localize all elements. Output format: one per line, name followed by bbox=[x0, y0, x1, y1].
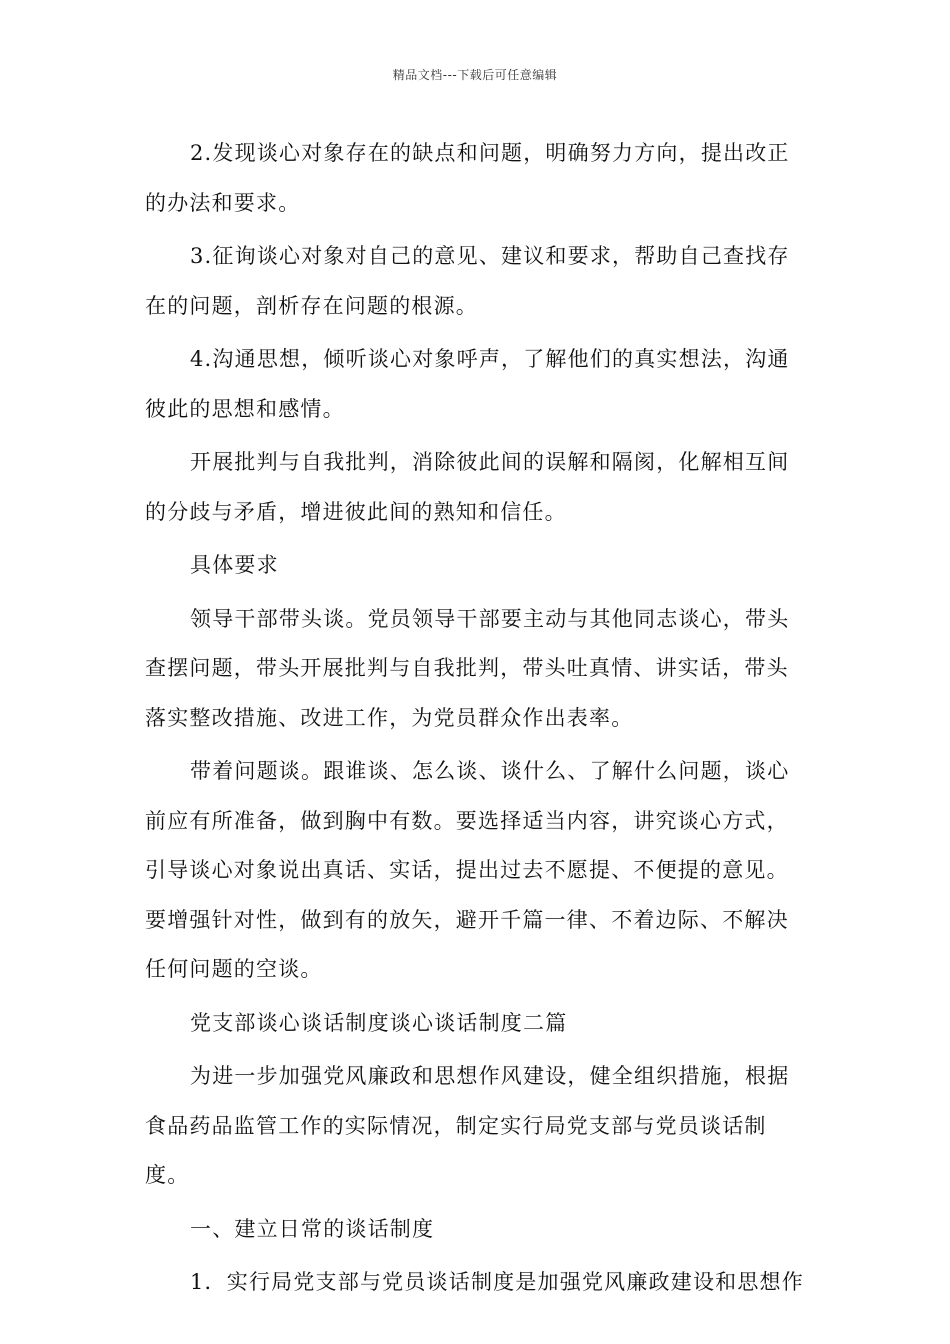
paragraph-introduction: 为进一步加强党风廉政和思想作风建设，健全组织措施，根据食品药品监管工作的实际情况，制定实行局党支部与党员谈话制度。 bbox=[145, 1064, 790, 1187]
paragraph-item-1-daily: 1．实行局党支部与党员谈话制度是加强党风廉政建设和思想作 bbox=[190, 1270, 804, 1294]
paragraph-item-2: 2.发现谈心对象存在的缺点和问题，明确努力方向，提出改正的办法和要求。 bbox=[145, 141, 790, 215]
section-heading-part-two: 党支部谈心谈话制度谈心谈话制度二篇 bbox=[190, 1010, 568, 1035]
paragraph-criticism: 开展批判与自我批判，消除彼此间的误解和隔阂，化解相互间的分歧与矛盾，增进彼此间的熟知和信任。 bbox=[145, 450, 790, 524]
paragraph-leaders: 领导干部带头谈。党员领导干部要主动与其他同志谈心，带头查摆问题，带头开展批判与自我批判，带头吐真情、讲实话，带头落实整改措施、改进工作，为党员群众作出表率。 bbox=[145, 606, 790, 730]
document-body bbox=[145, 129, 805, 1312]
page-header: 精品文档---下载后可任意编辑 bbox=[392, 68, 558, 82]
section-heading-daily-system: 一、建立日常的谈话制度 bbox=[190, 1216, 435, 1241]
paragraph-with-questions: 带着问题谈。跟谁谈、怎么谈、谈什么、了解什么问题，谈心前应有所准备，做到胸中有数。要选择适当内容，讲究谈心方式，引导谈心对象说出真话、实话，提出过去不愿提、不便提的意见。要增强针对性，做到有的放矢，避开千篇一律、不着边际、不解决任何问题的空谈。 bbox=[145, 759, 790, 981]
paragraph-item-4: 4.沟通思想，倾听谈心对象呼声，了解他们的真实想法，沟通彼此的思想和感情。 bbox=[145, 347, 790, 421]
section-heading-requirements: 具体要求 bbox=[190, 553, 279, 577]
paragraph-item-3: 3.征询谈心对象对自己的意见、建议和要求，帮助自己查找存在的问题，剖析存在问题的根源。 bbox=[145, 244, 790, 318]
